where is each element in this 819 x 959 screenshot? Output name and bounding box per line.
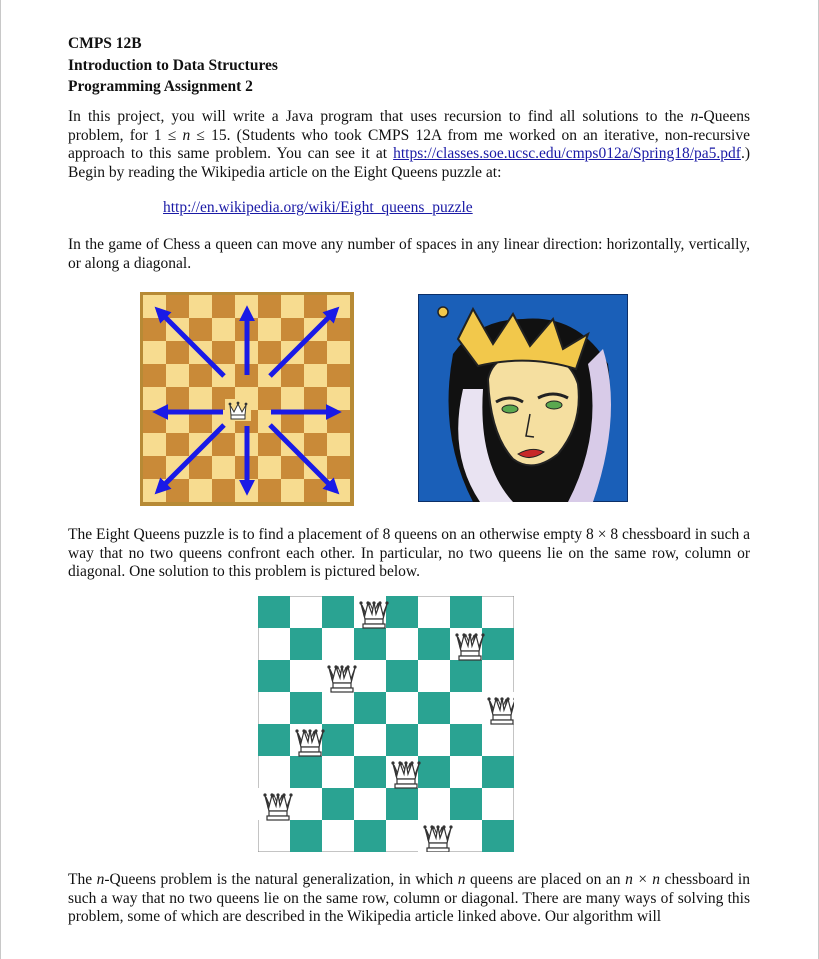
board-square <box>166 387 189 410</box>
pa5-link[interactable]: https://classes.soe.ucsc.edu/cmps012a/Spring18/pa5.pdf <box>393 145 741 162</box>
nq-text-1: The <box>68 871 97 888</box>
assignment-title: Programming Assignment 2 <box>68 78 253 95</box>
board-square <box>166 295 189 318</box>
board-square <box>212 479 235 502</box>
board-square <box>212 295 235 318</box>
board-square <box>189 433 212 456</box>
board-square <box>304 387 327 410</box>
board-square <box>212 456 235 479</box>
dark-square <box>386 596 418 628</box>
board-square <box>327 387 350 410</box>
queen-piece <box>482 692 514 724</box>
board-square <box>281 364 304 387</box>
board-square <box>143 318 166 341</box>
intro-paragraph <box>68 108 750 182</box>
nq-text-3: queens are placed on an <box>465 871 626 888</box>
intro-text-4: .) Begin by reading the Wikipedia article on the Eight Queens puzzle at: <box>68 145 750 181</box>
dark-square <box>258 596 290 628</box>
dark-square <box>450 788 482 820</box>
dark-square <box>450 660 482 692</box>
dark-square <box>290 820 322 852</box>
board-square <box>212 318 235 341</box>
board-square <box>258 387 281 410</box>
eight-queens-solution-board <box>258 596 514 852</box>
dark-square <box>322 788 354 820</box>
board-square <box>258 318 281 341</box>
board-square <box>304 479 327 502</box>
board-square <box>189 318 212 341</box>
board-square <box>327 318 350 341</box>
dark-square <box>418 756 450 788</box>
board-square <box>258 456 281 479</box>
board-square <box>304 295 327 318</box>
dark-square <box>290 692 322 724</box>
board-square <box>281 387 304 410</box>
dark-square <box>482 820 514 852</box>
board-square <box>327 433 350 456</box>
wiki-link-line <box>163 199 473 217</box>
dark-square <box>354 820 386 852</box>
board-square <box>189 479 212 502</box>
board-square <box>281 456 304 479</box>
nq-n: n <box>96 871 105 888</box>
dark-square <box>386 724 418 756</box>
board-square <box>258 341 281 364</box>
nq-nxn: n × n <box>625 871 661 888</box>
dark-square <box>482 628 514 660</box>
dark-square <box>290 756 322 788</box>
board-square <box>166 341 189 364</box>
board-square <box>143 364 166 387</box>
board-square <box>189 387 212 410</box>
board-square <box>327 456 350 479</box>
board-square <box>143 479 166 502</box>
board-square <box>281 479 304 502</box>
dark-square <box>482 756 514 788</box>
board-square <box>304 433 327 456</box>
dark-square <box>290 628 322 660</box>
dark-square <box>258 660 290 692</box>
dark-square <box>418 692 450 724</box>
queen-piece <box>450 628 485 660</box>
queen-piece <box>322 660 357 692</box>
dark-square <box>322 596 354 628</box>
board-square <box>143 456 166 479</box>
course-title: Introduction to Data Structures <box>68 56 278 74</box>
nq-n-2: n <box>457 871 466 888</box>
board-square <box>327 341 350 364</box>
board-square <box>281 295 304 318</box>
queen-piece <box>354 596 389 628</box>
dark-square <box>386 788 418 820</box>
queen-piece <box>386 756 421 788</box>
intro-text-1: In this project, you will write a Java program that uses recursion to find all solutions to the <box>68 108 691 125</box>
queen-piece <box>258 788 293 820</box>
board-square <box>281 318 304 341</box>
intro-n: n <box>690 108 699 125</box>
dark-square <box>354 756 386 788</box>
board-square <box>143 433 166 456</box>
queen-icon <box>225 399 251 421</box>
chess-paragraph: In the game of Chess a queen can move any number of spaces in any linear direction: horizontally, vertically, or along a diagonal. <box>68 236 750 272</box>
board-square <box>304 364 327 387</box>
document-header <box>68 33 278 98</box>
board-square <box>166 364 189 387</box>
intro-n-2: n <box>182 126 191 144</box>
nq-text-2: -Queens problem is the natural generalization, in which <box>104 871 458 888</box>
board-square <box>189 364 212 387</box>
board-square <box>143 387 166 410</box>
dark-square <box>450 596 482 628</box>
board-square <box>327 364 350 387</box>
board-square <box>189 295 212 318</box>
page-edge-left <box>0 0 1 959</box>
board-square <box>166 433 189 456</box>
dark-square <box>450 724 482 756</box>
board-square <box>258 479 281 502</box>
queen-piece <box>418 820 453 852</box>
board-square <box>258 295 281 318</box>
dark-square <box>354 692 386 724</box>
board-square <box>258 433 281 456</box>
n-queens-paragraph <box>68 871 750 927</box>
intro-text-2: -Queens problem, for 1 ≤ <box>68 108 750 144</box>
board-square <box>304 341 327 364</box>
queen-moves-figure <box>140 292 354 506</box>
eight-queens-paragraph: The Eight Queens puzzle is to find a placement of 8 queens on an otherwise empty 8 × 8 chessboard in such a way that no two queens confront each other. In particular, no two queens lie on the same row, column or diagonal. One solution to this problem is pictured below. <box>68 526 750 580</box>
course-code: CMPS 12B <box>68 35 142 52</box>
dark-square <box>354 628 386 660</box>
board-square <box>212 341 235 364</box>
evil-queen-illustration <box>418 294 628 502</box>
dark-square <box>258 724 290 756</box>
dark-square <box>386 660 418 692</box>
board-square <box>143 341 166 364</box>
board-square <box>166 456 189 479</box>
queen-piece <box>290 724 325 756</box>
dark-square <box>322 724 354 756</box>
nq-text-4: chessboard in such a way that no two queens lie on the same row, column or diagonal. There are many ways of solving this problem, some of which are described in the Wikipedia article linked above. Our algorithm will <box>68 871 750 925</box>
dark-square <box>418 628 450 660</box>
wikipedia-link[interactable]: http://en.wikipedia.org/wiki/Eight_queens_puzzle <box>163 199 473 216</box>
intro-text-3: ≤ 15. (Students who took CMPS 12A from me worked on an iterative, non-recursive approach to this same problem. You can see it at <box>68 126 750 162</box>
